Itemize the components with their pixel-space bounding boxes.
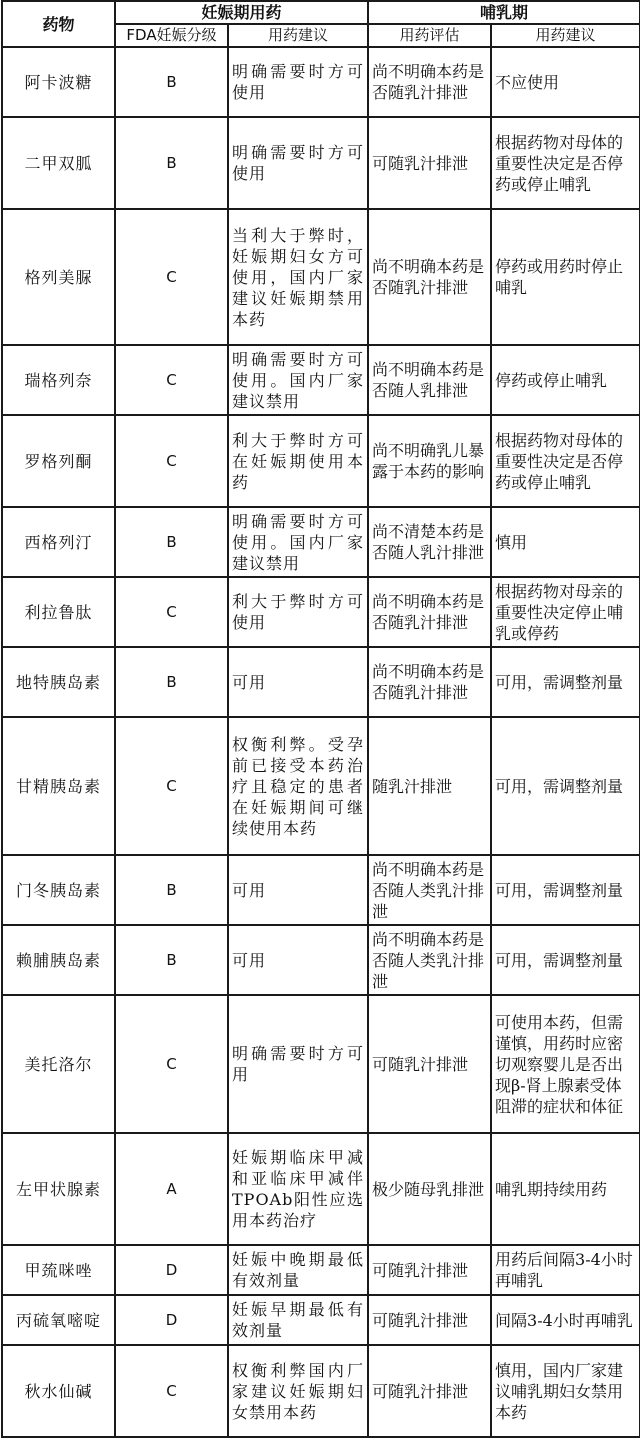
table-row	[2, 1345, 640, 1437]
pregnancy-advice-cell: 可用	[228, 647, 368, 717]
fda-class-cell: C	[115, 415, 228, 507]
lactation-advice-cell: 不应使用	[491, 47, 640, 117]
lactation-eval-cell: 可随乳汁排泄	[368, 117, 491, 209]
lactation-eval-cell: 尚不明确本药是否随人类乳汁排泄	[368, 855, 491, 925]
drug-name-cell: 甲巯咪唑	[2, 1245, 115, 1295]
fda-class-cell: B	[115, 855, 228, 925]
table-row	[2, 47, 640, 117]
fda-class-cell: C	[115, 1345, 228, 1437]
lactation-eval-cell: 可随乳汁排泄	[368, 1345, 491, 1437]
table-row	[2, 117, 640, 209]
table-row	[2, 345, 640, 415]
pregnancy-advice-cell: 妊娠中晚期最低有效剂量	[228, 1245, 368, 1295]
fda-class-cell: C	[115, 717, 228, 855]
lactation-advice-cell: 停药或停止哺乳	[491, 345, 640, 415]
table-row	[2, 209, 640, 345]
drug-table	[1, 0, 640, 1438]
pregnancy-advice-cell: 可用	[228, 925, 368, 995]
drug-name-cell: 左甲状腺素	[2, 1133, 115, 1245]
header-preg-advice: 用药建议	[228, 24, 368, 47]
pregnancy-advice-cell: 妊娠期临床甲减和亚临床甲减伴TPOAb阳性应选用本药治疗	[228, 1133, 368, 1245]
pregnancy-advice-cell: 利大于弊时方可使用	[228, 577, 368, 647]
table-row	[2, 577, 640, 647]
drug-name-cell: 格列美脲	[2, 209, 115, 345]
drug-name-cell: 地特胰岛素	[2, 647, 115, 717]
pregnancy-advice-cell: 当利大于弊时，妊娠期妇女方可使用，国内厂家建议妊娠期禁用本药	[228, 209, 368, 345]
lactation-advice-cell: 根据药物对母体的重要性决定是否停药或停止哺乳	[491, 415, 640, 507]
table-row	[2, 647, 640, 717]
fda-class-cell: D	[115, 1295, 228, 1345]
lactation-advice-cell: 可用，需调整剂量	[491, 717, 640, 855]
lactation-eval-cell: 可随乳汁排泄	[368, 1245, 491, 1295]
lactation-eval-cell: 可随乳汁排泄	[368, 995, 491, 1133]
pregnancy-advice-cell: 明确需要时方可用	[228, 995, 368, 1133]
drug-name-cell: 利拉鲁肽	[2, 577, 115, 647]
lactation-advice-cell: 慎用，国内厂家建议哺乳期妇女禁用本药	[491, 1345, 640, 1437]
pregnancy-advice-cell: 妊娠早期最低有效剂量	[228, 1295, 368, 1345]
lactation-eval-cell: 尚不明确本药是否随人乳排泄	[368, 345, 491, 415]
pregnancy-advice-cell: 明确需要时方可使用。国内厂家建议禁用	[228, 507, 368, 577]
drug-name-cell: 丙硫氧嘧啶	[2, 1295, 115, 1345]
drug-name-cell: 罗格列酮	[2, 415, 115, 507]
lactation-eval-cell: 可随乳汁排泄	[368, 1295, 491, 1345]
pregnancy-advice-cell: 利大于弊时方可在妊娠期使用本药	[228, 415, 368, 507]
fda-class-cell: C	[115, 577, 228, 647]
lactation-advice-cell: 可使用本药，但需谨慎，用药时应密切观察婴儿是否出现β-肾上腺素受体阻滞的症状和体征	[491, 995, 640, 1133]
header-lac-advice: 用药建议	[491, 24, 640, 47]
lactation-eval-cell: 尚不明确乳儿暴露于本药的影响	[368, 415, 491, 507]
fda-class-cell: C	[115, 995, 228, 1133]
header-fda-class: FDA妊娠分级	[115, 24, 228, 47]
table-body	[2, 47, 640, 1437]
pregnancy-advice-cell: 权衡利弊。受孕前已接受本药治疗且稳定的患者在妊娠期间可继续使用本药	[228, 717, 368, 855]
table-row	[2, 1295, 640, 1345]
table-row	[2, 507, 640, 577]
header-drug: 药物	[2, 1, 115, 47]
lactation-eval-cell: 尚不明确本药是否随乳汁排泄	[368, 647, 491, 717]
lactation-advice-cell: 用药后间隔3-4小时再哺乳	[491, 1245, 640, 1295]
lactation-advice-cell: 间隔3-4小时再哺乳	[491, 1295, 640, 1345]
drug-name-cell: 二甲双胍	[2, 117, 115, 209]
lactation-advice-cell: 可用，需调整剂量	[491, 647, 640, 717]
fda-class-cell: B	[115, 925, 228, 995]
drug-name-cell: 阿卡波糖	[2, 47, 115, 117]
table-row	[2, 1245, 640, 1295]
fda-class-cell: B	[115, 47, 228, 117]
fda-class-cell: B	[115, 117, 228, 209]
fda-class-cell: C	[115, 345, 228, 415]
fda-class-cell: B	[115, 647, 228, 717]
lactation-eval-cell: 尚不明确本药是否随乳汁排泄	[368, 209, 491, 345]
lactation-advice-cell: 根据药物对母体的重要性决定是否停药或停止哺乳	[491, 117, 640, 209]
pregnancy-advice-cell: 明确需要时方可使用	[228, 47, 368, 117]
fda-class-cell: D	[115, 1245, 228, 1295]
header-pregnancy: 妊娠期用药	[115, 1, 368, 24]
header-lactation: 哺乳期	[368, 1, 640, 24]
pregnancy-advice-cell: 明确需要时方可使用	[228, 117, 368, 209]
header-lac-eval: 用药评估	[368, 24, 491, 47]
lactation-advice-cell: 慎用	[491, 507, 640, 577]
table-row	[2, 1133, 640, 1245]
lactation-advice-cell: 可用，需调整剂量	[491, 925, 640, 995]
lactation-eval-cell: 尚不明确本药是否随乳汁排泄	[368, 577, 491, 647]
drug-name-cell: 赖脯胰岛素	[2, 925, 115, 995]
fda-class-cell: C	[115, 209, 228, 345]
drug-name-cell: 西格列汀	[2, 507, 115, 577]
fda-class-cell: B	[115, 507, 228, 577]
drug-name-cell: 瑞格列奈	[2, 345, 115, 415]
lactation-advice-cell: 哺乳期持续用药	[491, 1133, 640, 1245]
table-row	[2, 855, 640, 925]
lactation-advice-cell: 停药或用药时停止哺乳	[491, 209, 640, 345]
lactation-eval-cell: 极少随母乳排泄	[368, 1133, 491, 1245]
pregnancy-advice-cell: 权衡利弊国内厂家建议妊娠期妇女禁用本药	[228, 1345, 368, 1437]
table-row	[2, 717, 640, 855]
table-row	[2, 995, 640, 1133]
fda-class-cell: A	[115, 1133, 228, 1245]
drug-name-cell: 门冬胰岛素	[2, 855, 115, 925]
lactation-eval-cell: 随乳汁排泄	[368, 717, 491, 855]
pregnancy-advice-cell: 可用	[228, 855, 368, 925]
lactation-eval-cell: 尚不清楚本药是否随人乳汁排泄	[368, 507, 491, 577]
table-row	[2, 925, 640, 995]
lactation-eval-cell: 尚不明确本药是否随乳汁排泄	[368, 47, 491, 117]
drug-name-cell: 甘精胰岛素	[2, 717, 115, 855]
pregnancy-advice-cell: 明确需要时方可使用。国内厂家建议禁用	[228, 345, 368, 415]
lactation-advice-cell: 根据药物对母亲的重要性决定停止哺乳或停药	[491, 577, 640, 647]
drug-name-cell: 美托洛尔	[2, 995, 115, 1133]
drug-name-cell: 秋水仙碱	[2, 1345, 115, 1437]
table-row	[2, 415, 640, 507]
lactation-eval-cell: 尚不明确本药是否随人类乳汁排泄	[368, 925, 491, 995]
lactation-advice-cell: 可用，需调整剂量	[491, 855, 640, 925]
